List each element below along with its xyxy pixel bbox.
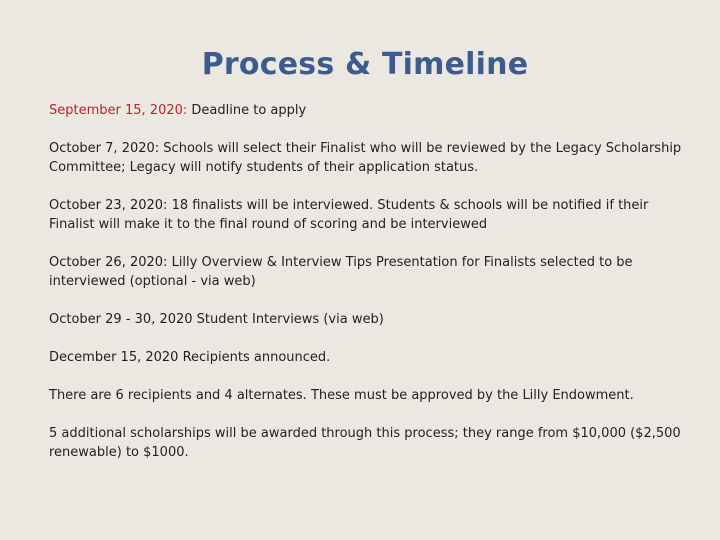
note-text: 5 additional scholarships will be awarded through this process; they range from $10,000 ($2,500 renewable) to $1000. (49, 426, 681, 460)
timeline-date: October 7, 2020: (49, 141, 160, 156)
note-text: There are 6 recipients and 4 alternates. These must be approved by the Lilly Endowment. (49, 388, 634, 403)
additional-scholarships-note (49, 424, 689, 462)
timeline-item-oct-26 (49, 253, 689, 291)
timeline-text: Deadline to apply (187, 103, 307, 118)
timeline-text: Recipients announced. (178, 350, 331, 365)
timeline-item-oct-23 (49, 196, 689, 234)
timeline-date: December 15, 2020 (49, 350, 179, 365)
timeline-date: October 23, 2020: (49, 198, 168, 213)
timeline-date: October 29 - 30, 2020 (49, 312, 193, 327)
timeline-item-oct-29-30 (49, 310, 689, 329)
timeline-text: Schools will select their Finalist who will be reviewed by the Legacy Scholarship Committee; Legacy will notify students of their application status. (49, 141, 682, 175)
timeline-date: October 26, 2020: (49, 255, 168, 270)
timeline-text: Lilly Overview & Interview Tips Presentation for Finalists selected to be interviewed (optional - via web) (49, 255, 633, 289)
timeline-item-oct-7 (49, 139, 689, 177)
timeline-item-dec-15 (49, 348, 689, 367)
timeline-content (49, 101, 689, 481)
timeline-text: Student Interviews (via web) (192, 312, 384, 327)
timeline-item-sep-15 (49, 101, 689, 120)
timeline-date: September 15, 2020: (49, 103, 188, 118)
timeline-text: 18 finalists will be interviewed. Students & schools will be notified if their Finalist will make it to the final round of scoring and be interviewed (49, 198, 649, 232)
slide-title: Process & Timeline (201, 47, 529, 82)
recipients-note (49, 386, 689, 405)
